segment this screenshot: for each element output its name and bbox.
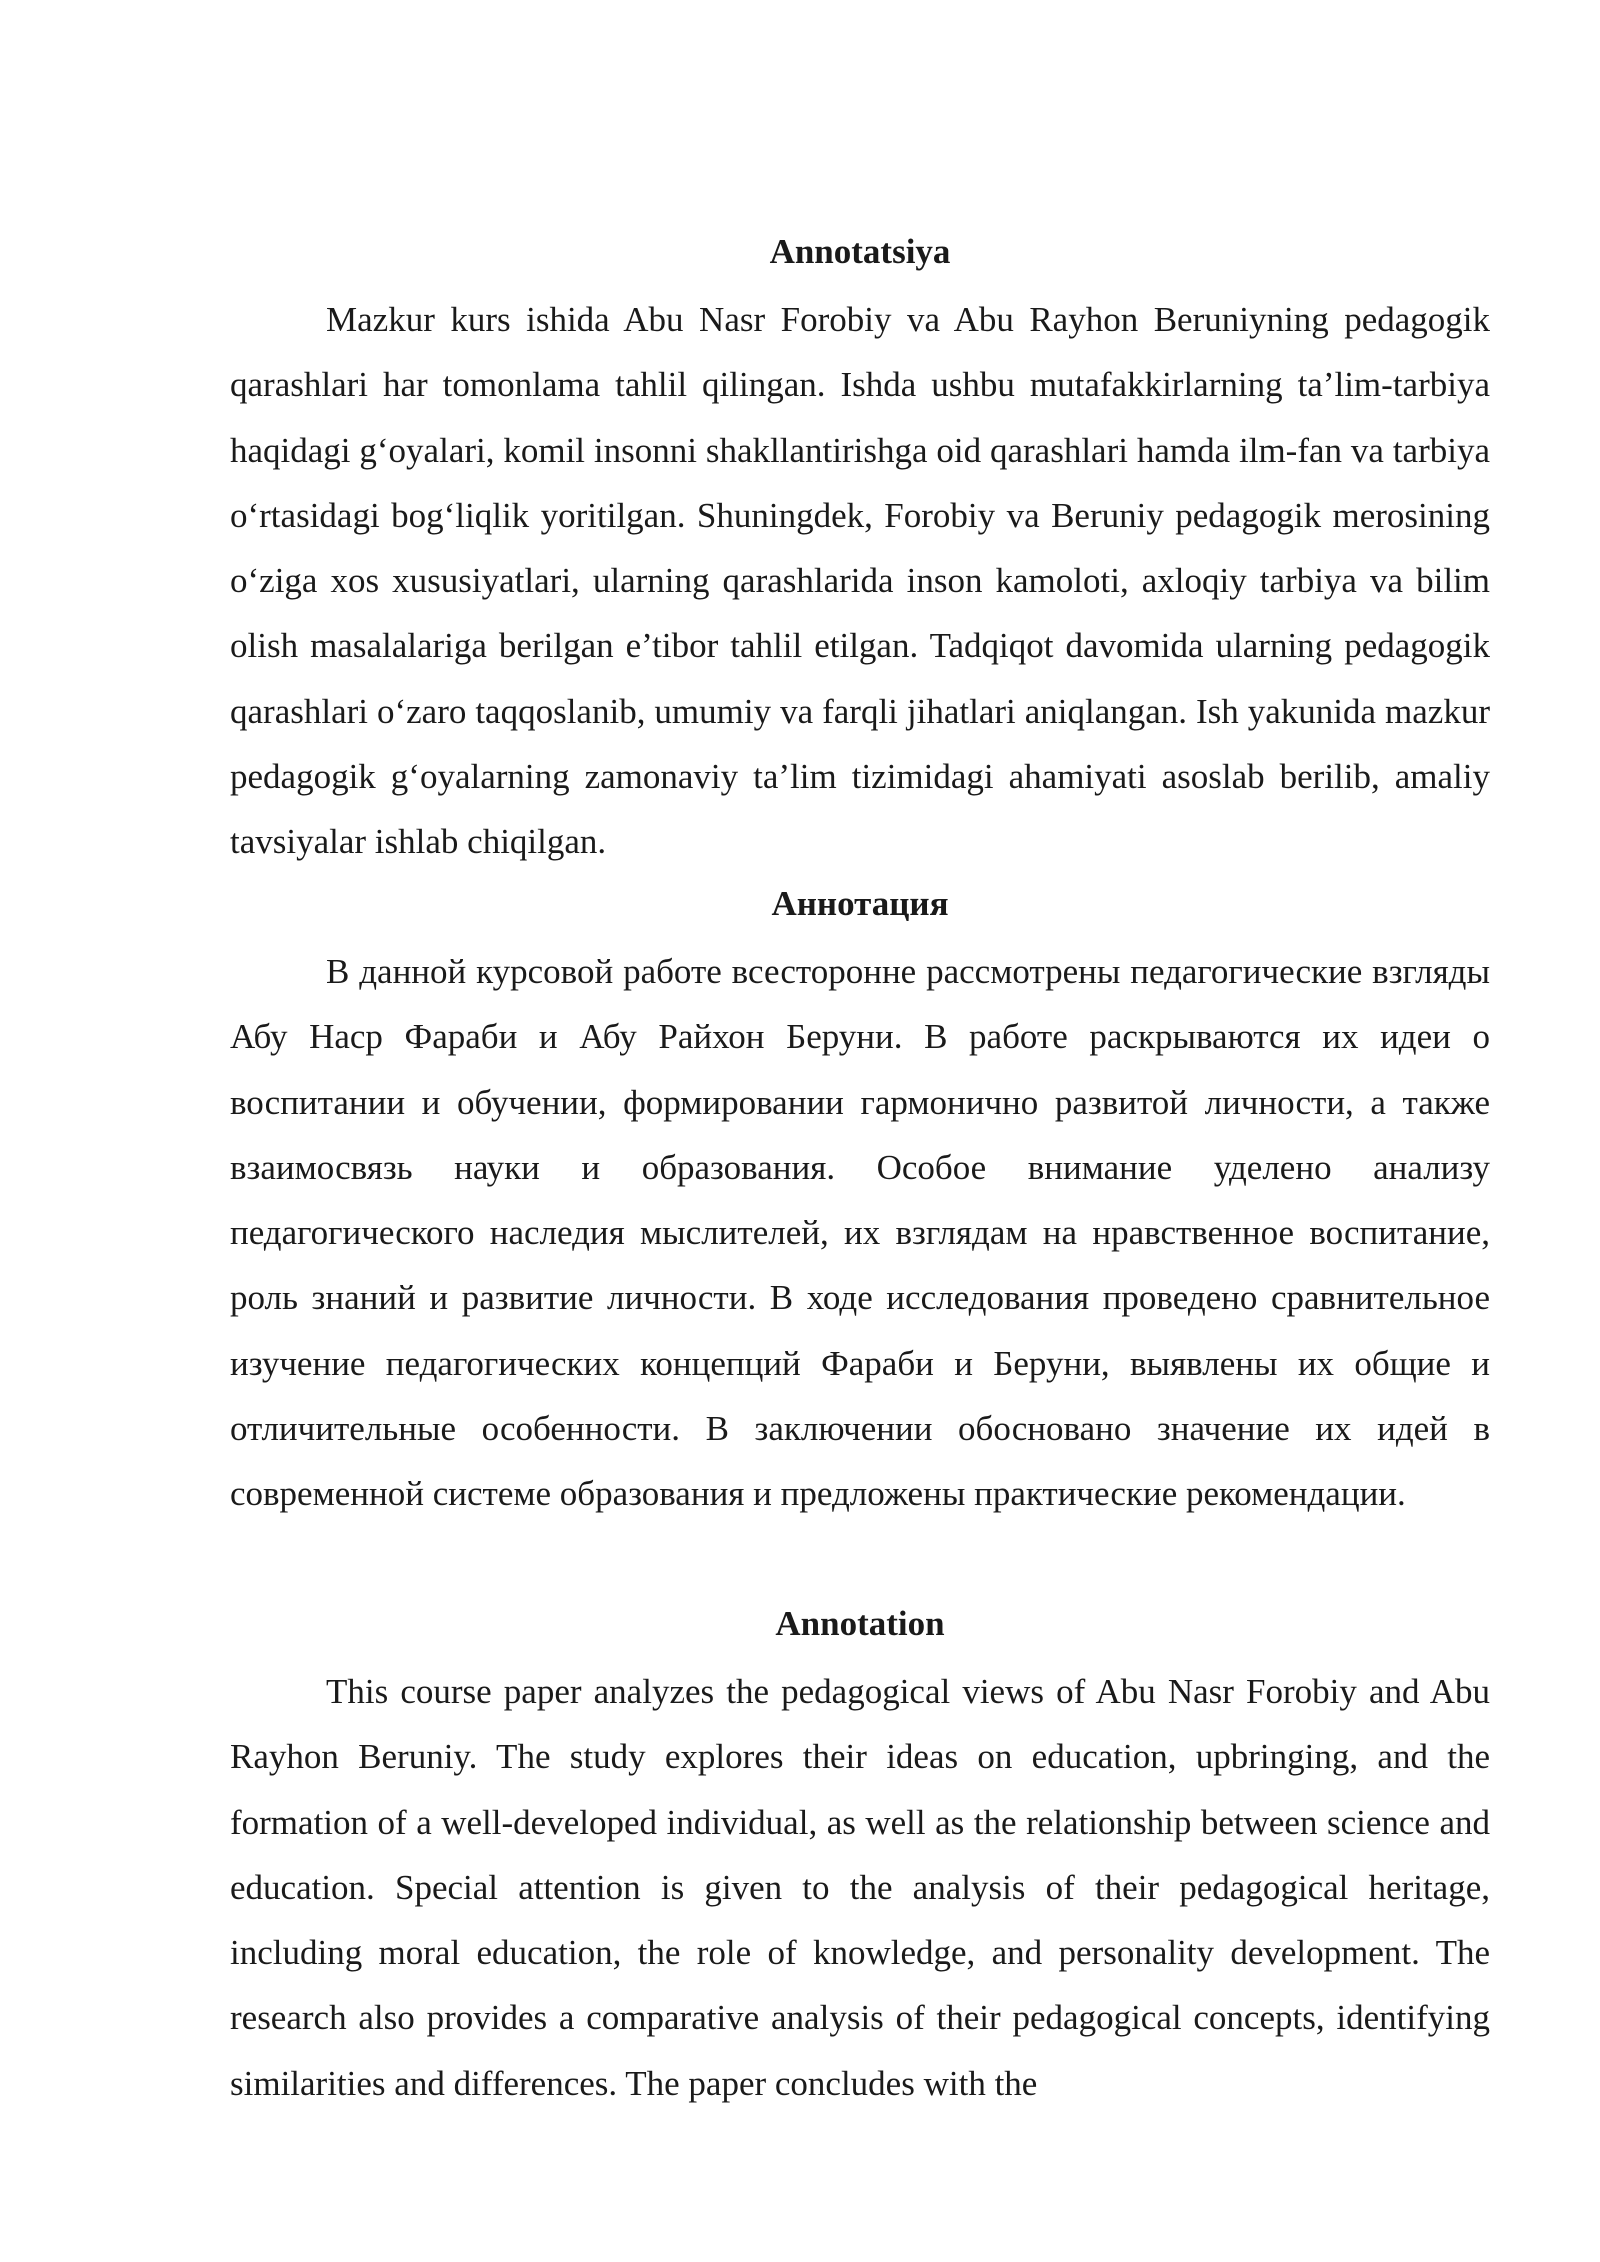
section-uzbek [230, 225, 1490, 875]
section-heading-english: Annotation [775, 1604, 945, 1643]
section-body-uzbek: Mazkur kurs ishida Abu Nasr Forobiy va Abu Rayhon Beruniyning pedagogik qarashlari har tomonlama tahlil qilingan. Ishda ushbu mutafakkirlarning ta’lim-tarbiya haqidagi g‘oyalari, komil insonni shakllantirishga oid qarashlari hamda ilm-fan va tarbiya o‘rtasidagi bog‘liqlik yoritilgan. Shuningdek, Forobiy va Beruniy pedagogik merosining o‘ziga xos xususiyatlari, ularning qarashlarida inson kamoloti, axloqiy tarbiya va bilim olish masalalariga berilgan e’tibor tahlil etilgan. Tadqiqot davomida ularning pedagogik qarashlari o‘zaro taqqoslanib, umumiy va farqli jihatlari aniqlangan. Ish yakunida mazkur pedagogik g‘oyalarning zamonaviy ta’lim tizimidagi ahamiyati asoslab berilib, amaliy tavsiyalar ishlab chiqilgan. [230, 300, 1490, 862]
section-russian [230, 877, 1490, 1527]
section-heading-russian: Аннотация [771, 884, 949, 923]
section-body-russian: В данной курсовой работе всесторонне рассмотрены педагогические взгляды Абу Наср Фараби и Абу Райхон Беруни. В работе раскрываются их идеи о воспитании и обучении, формировании гармонично развитой личности, а также взаимосвязь науки и образования. Особое внимание уделено анализу педагогического наследия мыслителей, их взглядам на нравственное воспитание, роль знаний и развитие личности. В ходе исследования проведено сравнительное изучение педагогических концепций Фараби и Беруни, выявлены их общие и отличительные особенности. В заключении обосновано значение их идей в современной системе образования и предложены практические рекомендации. [230, 952, 1490, 1514]
section-english [230, 1597, 1490, 2116]
section-body-english: This course paper analyzes the pedagogical views of Abu Nasr Forobiy and Abu Rayhon Beruniy. The study explores their ideas on education, upbringing, and the formation of a well-developed individual, as well as the relationship between science and education. Special attention is given to the analysis of their pedagogical heritage, including moral education, the role of knowledge, and personality development. The research also provides a comparative analysis of their pedagogical concepts, identifying similarities and differences. The paper concludes with the [230, 1672, 1490, 2103]
section-heading-uzbek: Annotatsiya [769, 232, 951, 271]
